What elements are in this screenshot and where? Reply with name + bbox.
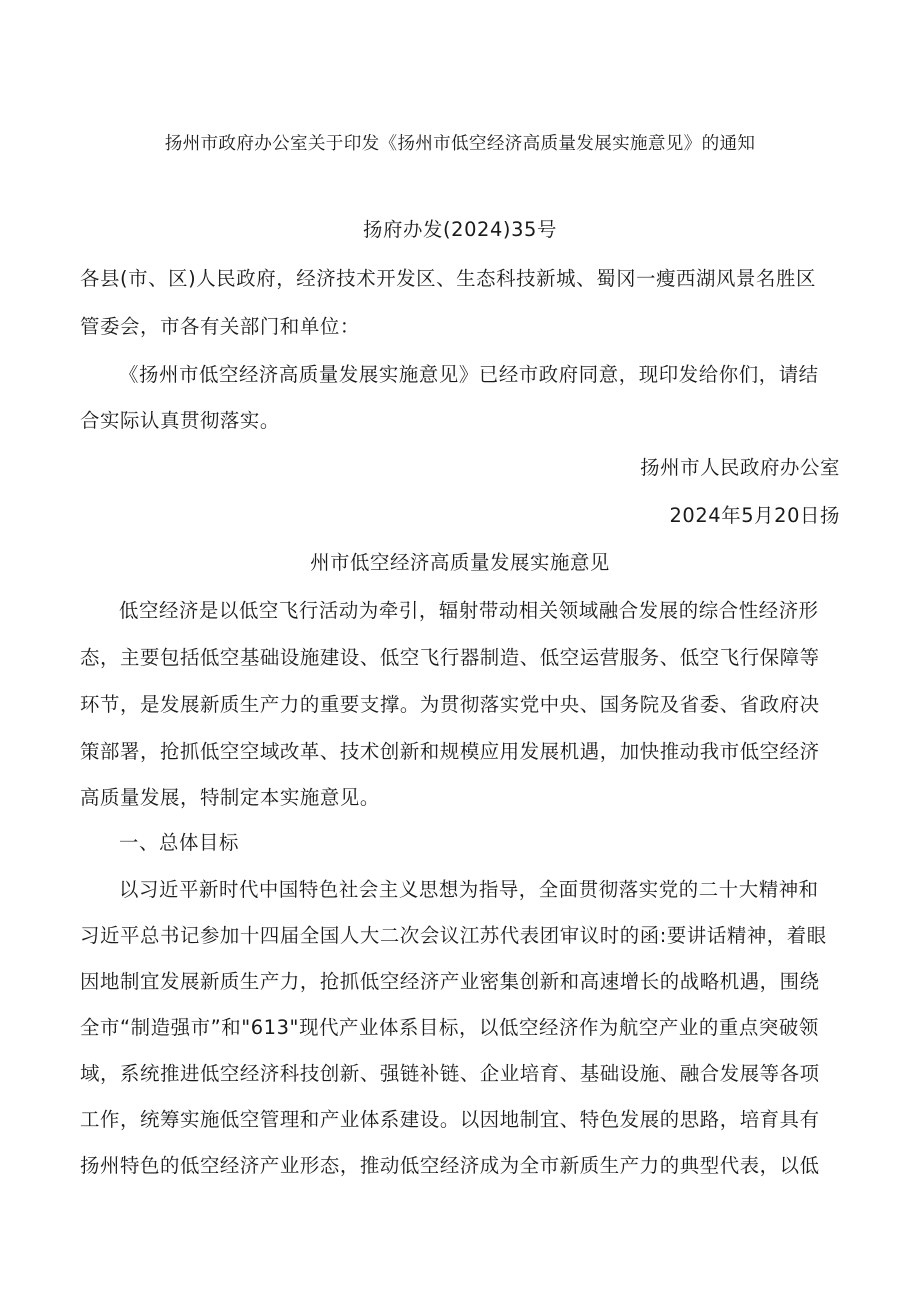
recipients-line: 管委会，市各有关部门和单位： [80,315,360,338]
section-heading: 一、总体目标 [119,831,239,854]
issue-date: 2024年5月20日扬 [669,504,840,527]
issuer-signature: 扬州市人民政府办公室 [640,456,840,479]
recipients-line: 各县(市、区)人民政府，经济技术开发区、生态科技新城、蜀冈一瘦西湖风景名胜区 [80,267,816,290]
document-title: 扬州市政府办公室关于印发《扬州市低空经济高质量发展实施意见》的通知 [164,134,756,154]
paragraph-line: 低空经济是以低空飞行活动为牵引，辐射带动相关领域融合发展的综合性经济形 [119,599,819,622]
paragraph-line: 全市“制造强市”和"613"现代产业体系目标，以低空经济作为航空产业的重点突破领 [80,1016,819,1039]
paragraph-line: 态，主要包括低空基础设施建设、低空飞行器制造、低空运营服务、低空飞行保障等 [80,646,820,669]
notice-body-line: 合实际认真贯彻落实。 [80,409,280,432]
document-number: 扬府办发(2024)35号 [363,218,557,241]
notice-body-line: 《扬州市低空经济高质量发展实施意见》已经市政府同意，现印发给你们，请结 [119,363,819,386]
paragraph-line: 因地制宜发展新质生产力，抢抓低空经济产业密集创新和高速增长的战略机遇，围绕 [80,970,820,993]
document-subtitle: 州市低空经济高质量发展实施意见 [310,551,610,574]
paragraph-line: 工作，统筹实施低空管理和产业体系建设。以因地制宜、特色发展的思路，培育具有 [80,1108,820,1131]
paragraph-line: 域，系统推进低空经济科技创新、强链补链、企业培育、基础设施、融合发展等各项 [80,1062,820,1085]
paragraph-line: 以习近平新时代中国特色社会主义思想为指导，全面贯彻落实党的二十大精神和 [119,878,819,901]
paragraph-line: 环节，是发展新质生产力的重要支撑。为贯彻落实党中央、国务院及省委、省政府决 [80,693,820,716]
paragraph-line: 习近平总书记参加十四届全国人大二次会议江苏代表团审议时的函:要讲话精神，着眼 [80,924,827,947]
paragraph-line: 策部署，抢抓低空空域改革、技术创新和规模应用发展机遇，加快推动我市低空经济 [80,740,820,763]
paragraph-line: 高质量发展，特制定本实施意见。 [80,786,380,809]
paragraph-line: 扬州特色的低空经济产业形态，推动低空经济成为全市新质生产力的典型代表，以低 [80,1154,820,1177]
